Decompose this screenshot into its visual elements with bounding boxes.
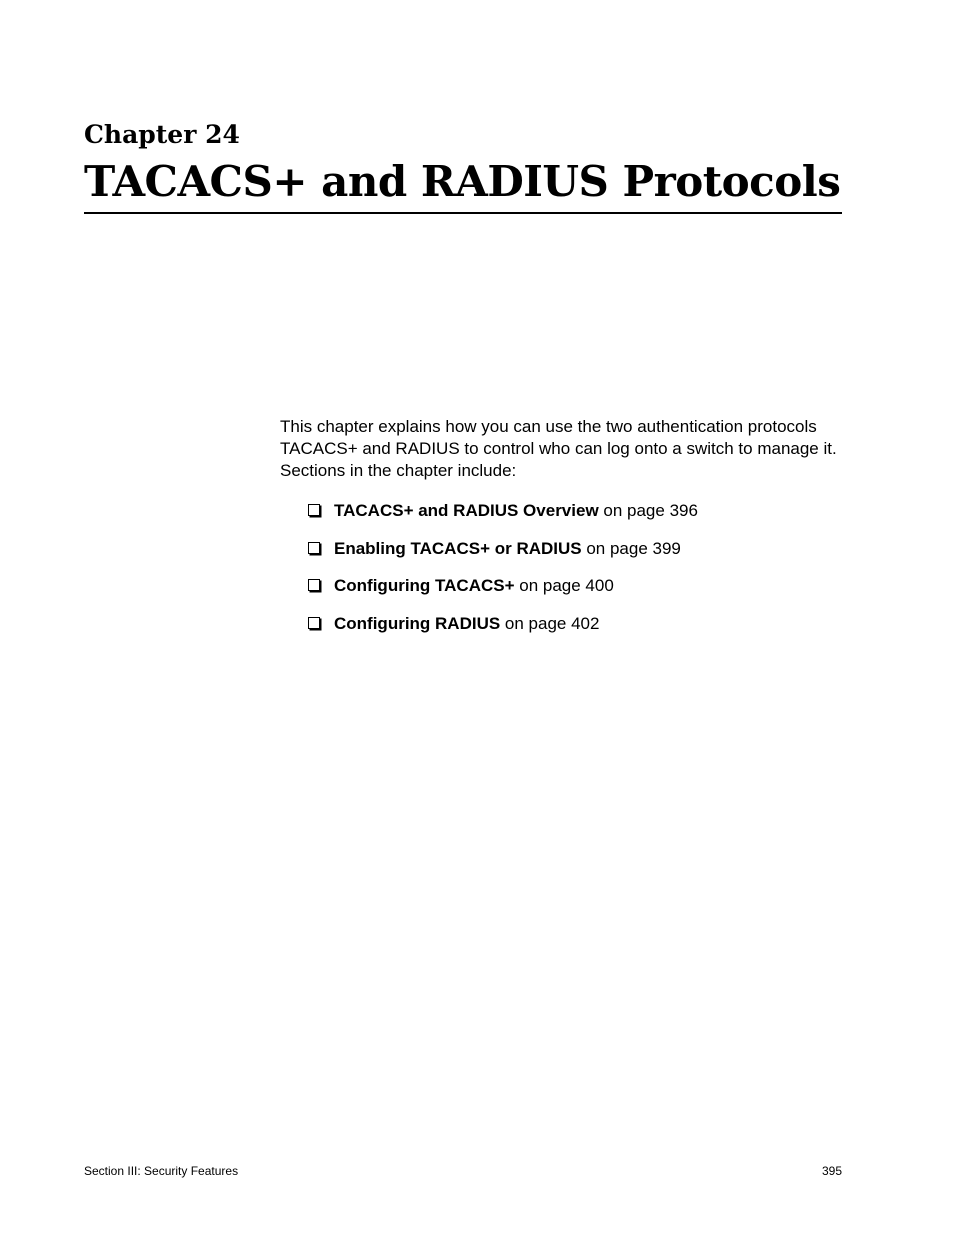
list-item [308, 538, 698, 576]
chapter-label: Chapter 24 [84, 120, 240, 149]
footer-section-name: Section III: Security Features [84, 1164, 239, 1178]
list-item [308, 500, 698, 538]
page-reference: on page 402 [500, 613, 600, 633]
section-link[interactable]: Enabling TACACS+ or RADIUS [334, 538, 582, 558]
checkbox-bullet-icon [308, 579, 320, 591]
page-reference: on page 400 [514, 576, 614, 595]
section-link[interactable]: TACACS+ and RADIUS Overview [334, 501, 599, 520]
checkbox-bullet-icon [308, 617, 320, 629]
section-link[interactable]: Configuring RADIUS [334, 613, 501, 633]
list-item [308, 613, 698, 651]
page-reference: on page 399 [581, 538, 681, 558]
list-item [308, 575, 698, 613]
checkbox-bullet-icon [308, 542, 320, 554]
checkbox-bullet-icon [308, 504, 320, 516]
intro-paragraph: This chapter explains how you can use the two authentication protocols TACACS+ and RADIUS to control who can log onto a switch to manage it. Sections in the chapter include: [280, 417, 837, 480]
footer-page-number: 395 [821, 1164, 842, 1178]
title-divider [84, 212, 842, 214]
page-reference: on page 396 [598, 501, 698, 520]
section-link[interactable]: Configuring TACACS+ [334, 576, 515, 595]
page-title: TACACS+ and RADIUS Protocols [84, 157, 841, 206]
section-list [308, 500, 698, 650]
